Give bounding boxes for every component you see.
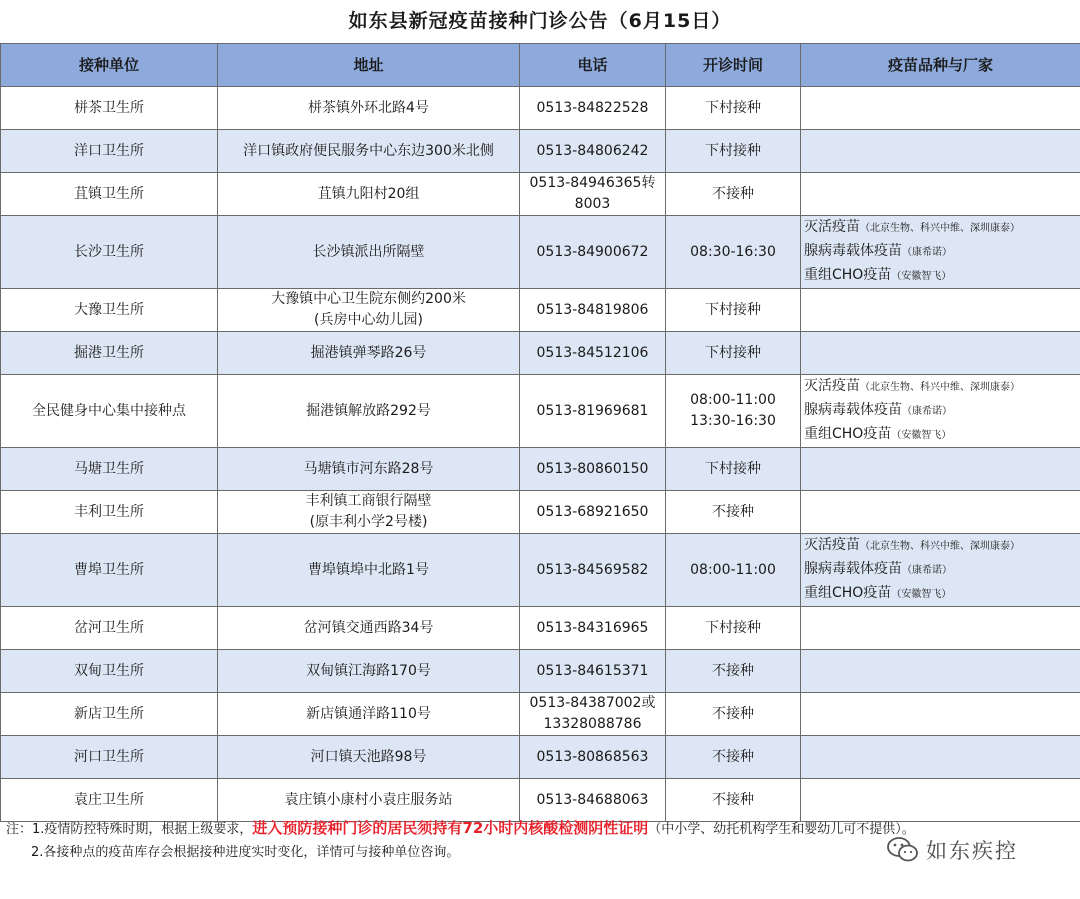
cell-unit: 栟茶卫生所 bbox=[1, 87, 218, 130]
cell-unit: 新店卫生所 bbox=[1, 693, 218, 736]
cell-vaccines bbox=[801, 736, 1080, 779]
cell-address bbox=[218, 736, 520, 779]
address-line: 双甸镇江海路170号 bbox=[306, 662, 431, 679]
table-row bbox=[1, 130, 1080, 173]
vaccine-maker: （北京生物、科兴中维、深圳康泰） bbox=[860, 382, 1020, 393]
vaccine-name: 腺病毒载体疫苗 bbox=[804, 243, 902, 259]
cell-unit: 苴镇卫生所 bbox=[1, 173, 218, 216]
table-row bbox=[1, 650, 1080, 693]
hours-line: 下村接种 bbox=[705, 344, 761, 361]
cell-vaccines bbox=[801, 289, 1080, 332]
cell-vaccines bbox=[801, 607, 1080, 650]
cell-phone bbox=[520, 216, 666, 289]
cell-vaccines bbox=[801, 87, 1080, 130]
vaccine-name: 重组CHO疫苗 bbox=[804, 585, 892, 601]
cell-hours bbox=[666, 650, 801, 693]
hours-line: 下村接种 bbox=[705, 301, 761, 318]
cell-address bbox=[218, 693, 520, 736]
cell-address bbox=[218, 534, 520, 607]
note-1-prefix: 注：1.疫情防控特殊时期，根据上级要求， bbox=[6, 822, 253, 837]
table-row bbox=[1, 491, 1080, 534]
table-row bbox=[1, 87, 1080, 130]
phone-line: 0513-68921650 bbox=[536, 503, 649, 520]
table-row bbox=[1, 289, 1080, 332]
cell-vaccines bbox=[801, 448, 1080, 491]
vaccine-item bbox=[804, 423, 1077, 447]
table-row bbox=[1, 375, 1080, 448]
hours-line: 下村接种 bbox=[705, 142, 761, 159]
cell-unit: 大豫卫生所 bbox=[1, 289, 218, 332]
phone-line: 13328088786 bbox=[543, 716, 642, 732]
address-line: 苴镇九阳村20组 bbox=[317, 185, 420, 202]
cell-vaccines bbox=[801, 650, 1080, 693]
brand-name: 如东疾控 bbox=[926, 839, 1018, 863]
cell-address bbox=[218, 607, 520, 650]
cell-phone bbox=[520, 607, 666, 650]
vaccine-maker: （安徽智飞） bbox=[891, 430, 952, 441]
table-row bbox=[1, 736, 1080, 779]
vaccine-maker: （安徽智飞） bbox=[891, 589, 952, 600]
cell-hours bbox=[666, 216, 801, 289]
table-row bbox=[1, 448, 1080, 491]
cell-vaccines bbox=[801, 779, 1080, 822]
phone-line: 0513-84512106 bbox=[536, 344, 649, 361]
hours-line: 下村接种 bbox=[705, 619, 761, 636]
hours-line: 不接种 bbox=[712, 503, 754, 520]
cell-vaccines bbox=[801, 375, 1080, 448]
address-line: 栟茶镇外环北路4号 bbox=[308, 99, 429, 116]
page-title: 如东县新冠疫苗接种门诊公告（6月15日） bbox=[348, 10, 732, 32]
hours-line: 不接种 bbox=[712, 748, 754, 765]
address-line: 大豫镇中心卫生院东侧约200米 bbox=[271, 291, 466, 307]
cell-vaccines bbox=[801, 216, 1080, 289]
vaccine-name: 重组CHO疫苗 bbox=[804, 267, 892, 283]
vaccine-item bbox=[804, 534, 1077, 558]
phone-line: 0513-84688063 bbox=[536, 791, 649, 808]
header-address: 地址 bbox=[218, 44, 520, 87]
cell-hours bbox=[666, 607, 801, 650]
cell-vaccines bbox=[801, 534, 1080, 607]
cell-vaccines bbox=[801, 130, 1080, 173]
table-row bbox=[1, 216, 1080, 289]
vaccine-item bbox=[804, 399, 1077, 423]
vaccine-name: 腺病毒载体疫苗 bbox=[804, 402, 902, 418]
vaccine-maker: （康希诺） bbox=[902, 406, 952, 417]
cell-address bbox=[218, 650, 520, 693]
hours-line: 08:00-11:00 bbox=[690, 392, 776, 408]
cell-unit: 掘港卫生所 bbox=[1, 332, 218, 375]
hours-line: 下村接种 bbox=[705, 99, 761, 116]
cell-hours bbox=[666, 491, 801, 534]
hours-line: 下村接种 bbox=[705, 460, 761, 477]
cell-phone bbox=[520, 375, 666, 448]
hours-line: 08:00-11:00 bbox=[690, 561, 776, 578]
address-line: 掘港镇解放路292号 bbox=[306, 402, 431, 419]
cell-address bbox=[218, 289, 520, 332]
address-line: 河口镇天池路98号 bbox=[310, 748, 427, 765]
cell-vaccines bbox=[801, 173, 1080, 216]
phone-line: 0513-84900672 bbox=[536, 243, 649, 260]
address-line: 马塘镇市河东路28号 bbox=[303, 460, 434, 477]
vaccine-maker: （北京生物、科兴中维、深圳康泰） bbox=[860, 223, 1020, 234]
vaccine-item bbox=[804, 375, 1077, 399]
cell-vaccines bbox=[801, 491, 1080, 534]
vaccine-name: 灭活疫苗 bbox=[804, 219, 860, 235]
vaccine-item bbox=[804, 558, 1077, 582]
table-row bbox=[1, 779, 1080, 822]
table-row bbox=[1, 534, 1080, 607]
vaccine-item bbox=[804, 216, 1077, 240]
cell-hours bbox=[666, 173, 801, 216]
address-line: 长沙镇派出所隔壁 bbox=[312, 243, 425, 260]
cell-hours bbox=[666, 693, 801, 736]
cell-address bbox=[218, 491, 520, 534]
address-line: (兵房中心幼儿园) bbox=[314, 312, 423, 328]
address-line: 洋口镇政府便民服务中心东边300米北侧 bbox=[243, 142, 494, 159]
cell-phone bbox=[520, 693, 666, 736]
header-unit: 接种单位 bbox=[1, 44, 218, 87]
cell-hours bbox=[666, 736, 801, 779]
cell-unit: 曹埠卫生所 bbox=[1, 534, 218, 607]
cell-unit: 河口卫生所 bbox=[1, 736, 218, 779]
cell-unit: 丰利卫生所 bbox=[1, 491, 218, 534]
table-row bbox=[1, 173, 1080, 216]
note-1-emphasis: 进入预防接种门诊的居民须持有72小时内核酸检测阴性证明 bbox=[252, 819, 649, 837]
cell-hours bbox=[666, 779, 801, 822]
cell-unit: 全民健身中心集中接种点 bbox=[1, 375, 218, 448]
note-1-suffix: （中小学、幼托机构学生和婴幼儿可不提供）。 bbox=[648, 822, 915, 837]
cell-phone bbox=[520, 534, 666, 607]
cell-hours bbox=[666, 289, 801, 332]
phone-line: 0513-84387002或 bbox=[529, 695, 656, 711]
phone-line: 0513-84822528 bbox=[536, 99, 649, 116]
phone-line: 0513-84819806 bbox=[536, 301, 649, 318]
cell-phone bbox=[520, 87, 666, 130]
vaccine-maker: （安徽智飞） bbox=[891, 271, 952, 282]
phone-line: 8003 bbox=[574, 196, 611, 212]
cell-phone bbox=[520, 650, 666, 693]
cell-phone bbox=[520, 736, 666, 779]
cell-address bbox=[218, 375, 520, 448]
cell-unit: 长沙卫生所 bbox=[1, 216, 218, 289]
table-row bbox=[1, 607, 1080, 650]
hours-line: 不接种 bbox=[712, 791, 754, 808]
hours-line: 不接种 bbox=[712, 185, 754, 202]
address-line: 袁庄镇小康村小袁庄服务站 bbox=[284, 791, 453, 808]
vaccine-name: 重组CHO疫苗 bbox=[804, 426, 892, 442]
table-row bbox=[1, 693, 1080, 736]
vaccine-name: 灭活疫苗 bbox=[804, 378, 860, 394]
hours-line: 08:30-16:30 bbox=[690, 243, 776, 260]
hours-line: 不接种 bbox=[712, 662, 754, 679]
cell-hours bbox=[666, 130, 801, 173]
cell-hours bbox=[666, 87, 801, 130]
cell-address bbox=[218, 448, 520, 491]
cell-phone bbox=[520, 332, 666, 375]
header-phone: 电话 bbox=[520, 44, 666, 87]
cell-phone bbox=[520, 289, 666, 332]
phone-line: 0513-84316965 bbox=[536, 619, 649, 636]
vaccine-name: 腺病毒载体疫苗 bbox=[804, 561, 902, 577]
cell-phone bbox=[520, 173, 666, 216]
cell-unit: 袁庄卫生所 bbox=[1, 779, 218, 822]
phone-line: 0513-80868563 bbox=[536, 748, 649, 765]
phone-line: 0513-84806242 bbox=[536, 142, 649, 159]
cell-unit: 岔河卫生所 bbox=[1, 607, 218, 650]
cell-vaccines bbox=[801, 693, 1080, 736]
cell-address bbox=[218, 130, 520, 173]
cell-hours bbox=[666, 375, 801, 448]
cell-phone bbox=[520, 779, 666, 822]
address-line: (原丰利小学2号楼) bbox=[309, 514, 428, 530]
phone-line: 0513-84615371 bbox=[536, 662, 649, 679]
phone-line: 0513-80860150 bbox=[536, 460, 649, 477]
phone-line: 0513-81969681 bbox=[536, 402, 649, 419]
cell-unit: 马塘卫生所 bbox=[1, 448, 218, 491]
vaccine-item bbox=[804, 240, 1077, 264]
hours-line: 13:30-16:30 bbox=[690, 413, 776, 429]
cell-address bbox=[218, 216, 520, 289]
cell-phone bbox=[520, 491, 666, 534]
note-2: 2.各接种点的疫苗库存会根据接种进度实时变化，详情可与接种单位咨询。 bbox=[31, 845, 460, 860]
cell-vaccines bbox=[801, 332, 1080, 375]
cell-address bbox=[218, 779, 520, 822]
cell-address bbox=[218, 173, 520, 216]
phone-line: 0513-84946365转 bbox=[529, 175, 656, 191]
address-line: 新店镇通洋路110号 bbox=[306, 705, 431, 722]
vaccination-table bbox=[0, 43, 1080, 822]
header-hours: 开诊时间 bbox=[666, 44, 801, 87]
vaccine-name: 灭活疫苗 bbox=[804, 537, 860, 553]
cell-hours bbox=[666, 448, 801, 491]
vaccine-maker: （康希诺） bbox=[902, 247, 952, 258]
table-row bbox=[1, 332, 1080, 375]
cell-hours bbox=[666, 534, 801, 607]
cell-address bbox=[218, 87, 520, 130]
address-line: 曹埠镇埠中北路1号 bbox=[308, 561, 429, 578]
hours-line: 不接种 bbox=[712, 705, 754, 722]
brand-watermark bbox=[886, 835, 1018, 865]
cell-hours bbox=[666, 332, 801, 375]
cell-address bbox=[218, 332, 520, 375]
cell-phone bbox=[520, 448, 666, 491]
address-line: 岔河镇交通西路34号 bbox=[303, 619, 434, 636]
cell-unit: 洋口卫生所 bbox=[1, 130, 218, 173]
wechat-icon bbox=[886, 835, 920, 865]
table-header-row bbox=[1, 44, 1080, 87]
header-vaccines: 疫苗品种与厂家 bbox=[801, 44, 1080, 87]
cell-phone bbox=[520, 130, 666, 173]
cell-unit: 双甸卫生所 bbox=[1, 650, 218, 693]
vaccine-maker: （康希诺） bbox=[902, 565, 952, 576]
table-body bbox=[1, 87, 1080, 822]
vaccine-item bbox=[804, 582, 1077, 606]
address-line: 丰利镇工商银行隔壁 bbox=[305, 493, 432, 509]
phone-line: 0513-84569582 bbox=[536, 561, 649, 578]
vaccine-item bbox=[804, 264, 1077, 288]
address-line: 掘港镇弹琴路26号 bbox=[310, 344, 427, 361]
vaccine-maker: （北京生物、科兴中维、深圳康泰） bbox=[860, 541, 1020, 552]
